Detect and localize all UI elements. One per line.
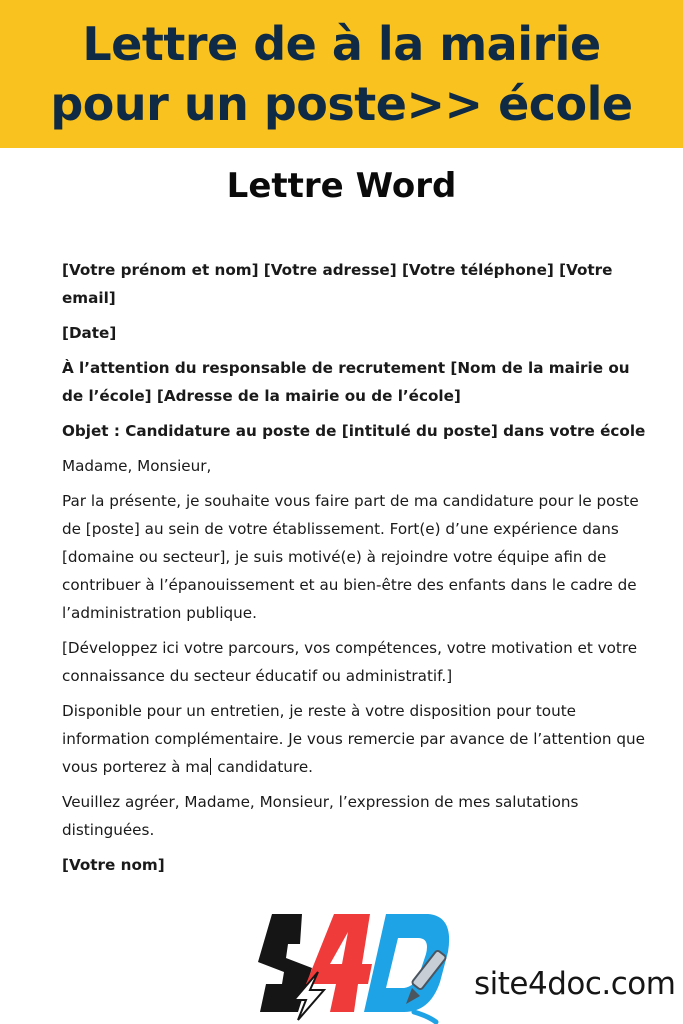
sender-block: [Votre prénom et nom] [Votre adresse] [Votre téléphone] [Votre email] (62, 261, 613, 307)
banner-title-line-2: pour un poste>> école (50, 77, 633, 131)
paragraph-availability-end: candidature. (212, 758, 314, 776)
site-name: site4doc.com (474, 966, 676, 1002)
banner-title-line-1: Lettre de à la mairie (82, 17, 601, 71)
paragraph-intro: Par la présente, je souhaite vous faire part de ma candidature pour le poste de [poste] au sein de votre établissement. Fort(e) d’une expérience dans [domaine ou secteur], je suis motivé(e) à rejoindre votre équipe afin de contribuer à l’épanouissement et au bien-être des enfants dans le cadre de l’administration publique. (62, 492, 639, 622)
paragraph-availability-text: Disponible pour un entretien, je reste à votre disposition pour toute information complémentaire. Je vous remercie par avance de l’attention que vous porterez à ma (62, 702, 645, 776)
subtitle: Lettre Word (226, 166, 457, 206)
recipient-block: À l’attention du responsable de recrutement [Nom de la mairie ou de l’école] [Adresse de la mairie ou de l’école] (62, 359, 630, 405)
title-banner (0, 0, 683, 148)
date-line: [Date] (62, 324, 117, 342)
letter-body (62, 256, 652, 886)
paragraph-background: [Développez ici votre parcours, vos compétences, votre motivation et votre connaissance du secteur éducatif ou administratif.] (62, 639, 638, 685)
site4doc-logo (258, 912, 458, 1024)
subject-line: Objet : Candidature au poste de [intitulé du poste] dans votre école (62, 422, 646, 440)
signature: [Votre nom] (62, 856, 165, 874)
paragraph-availability (62, 697, 652, 781)
salutation: Madame, Monsieur, (62, 457, 212, 475)
closing-formula: Veuillez agréer, Madame, Monsieur, l’expression de mes salutations distinguées. (62, 793, 579, 839)
